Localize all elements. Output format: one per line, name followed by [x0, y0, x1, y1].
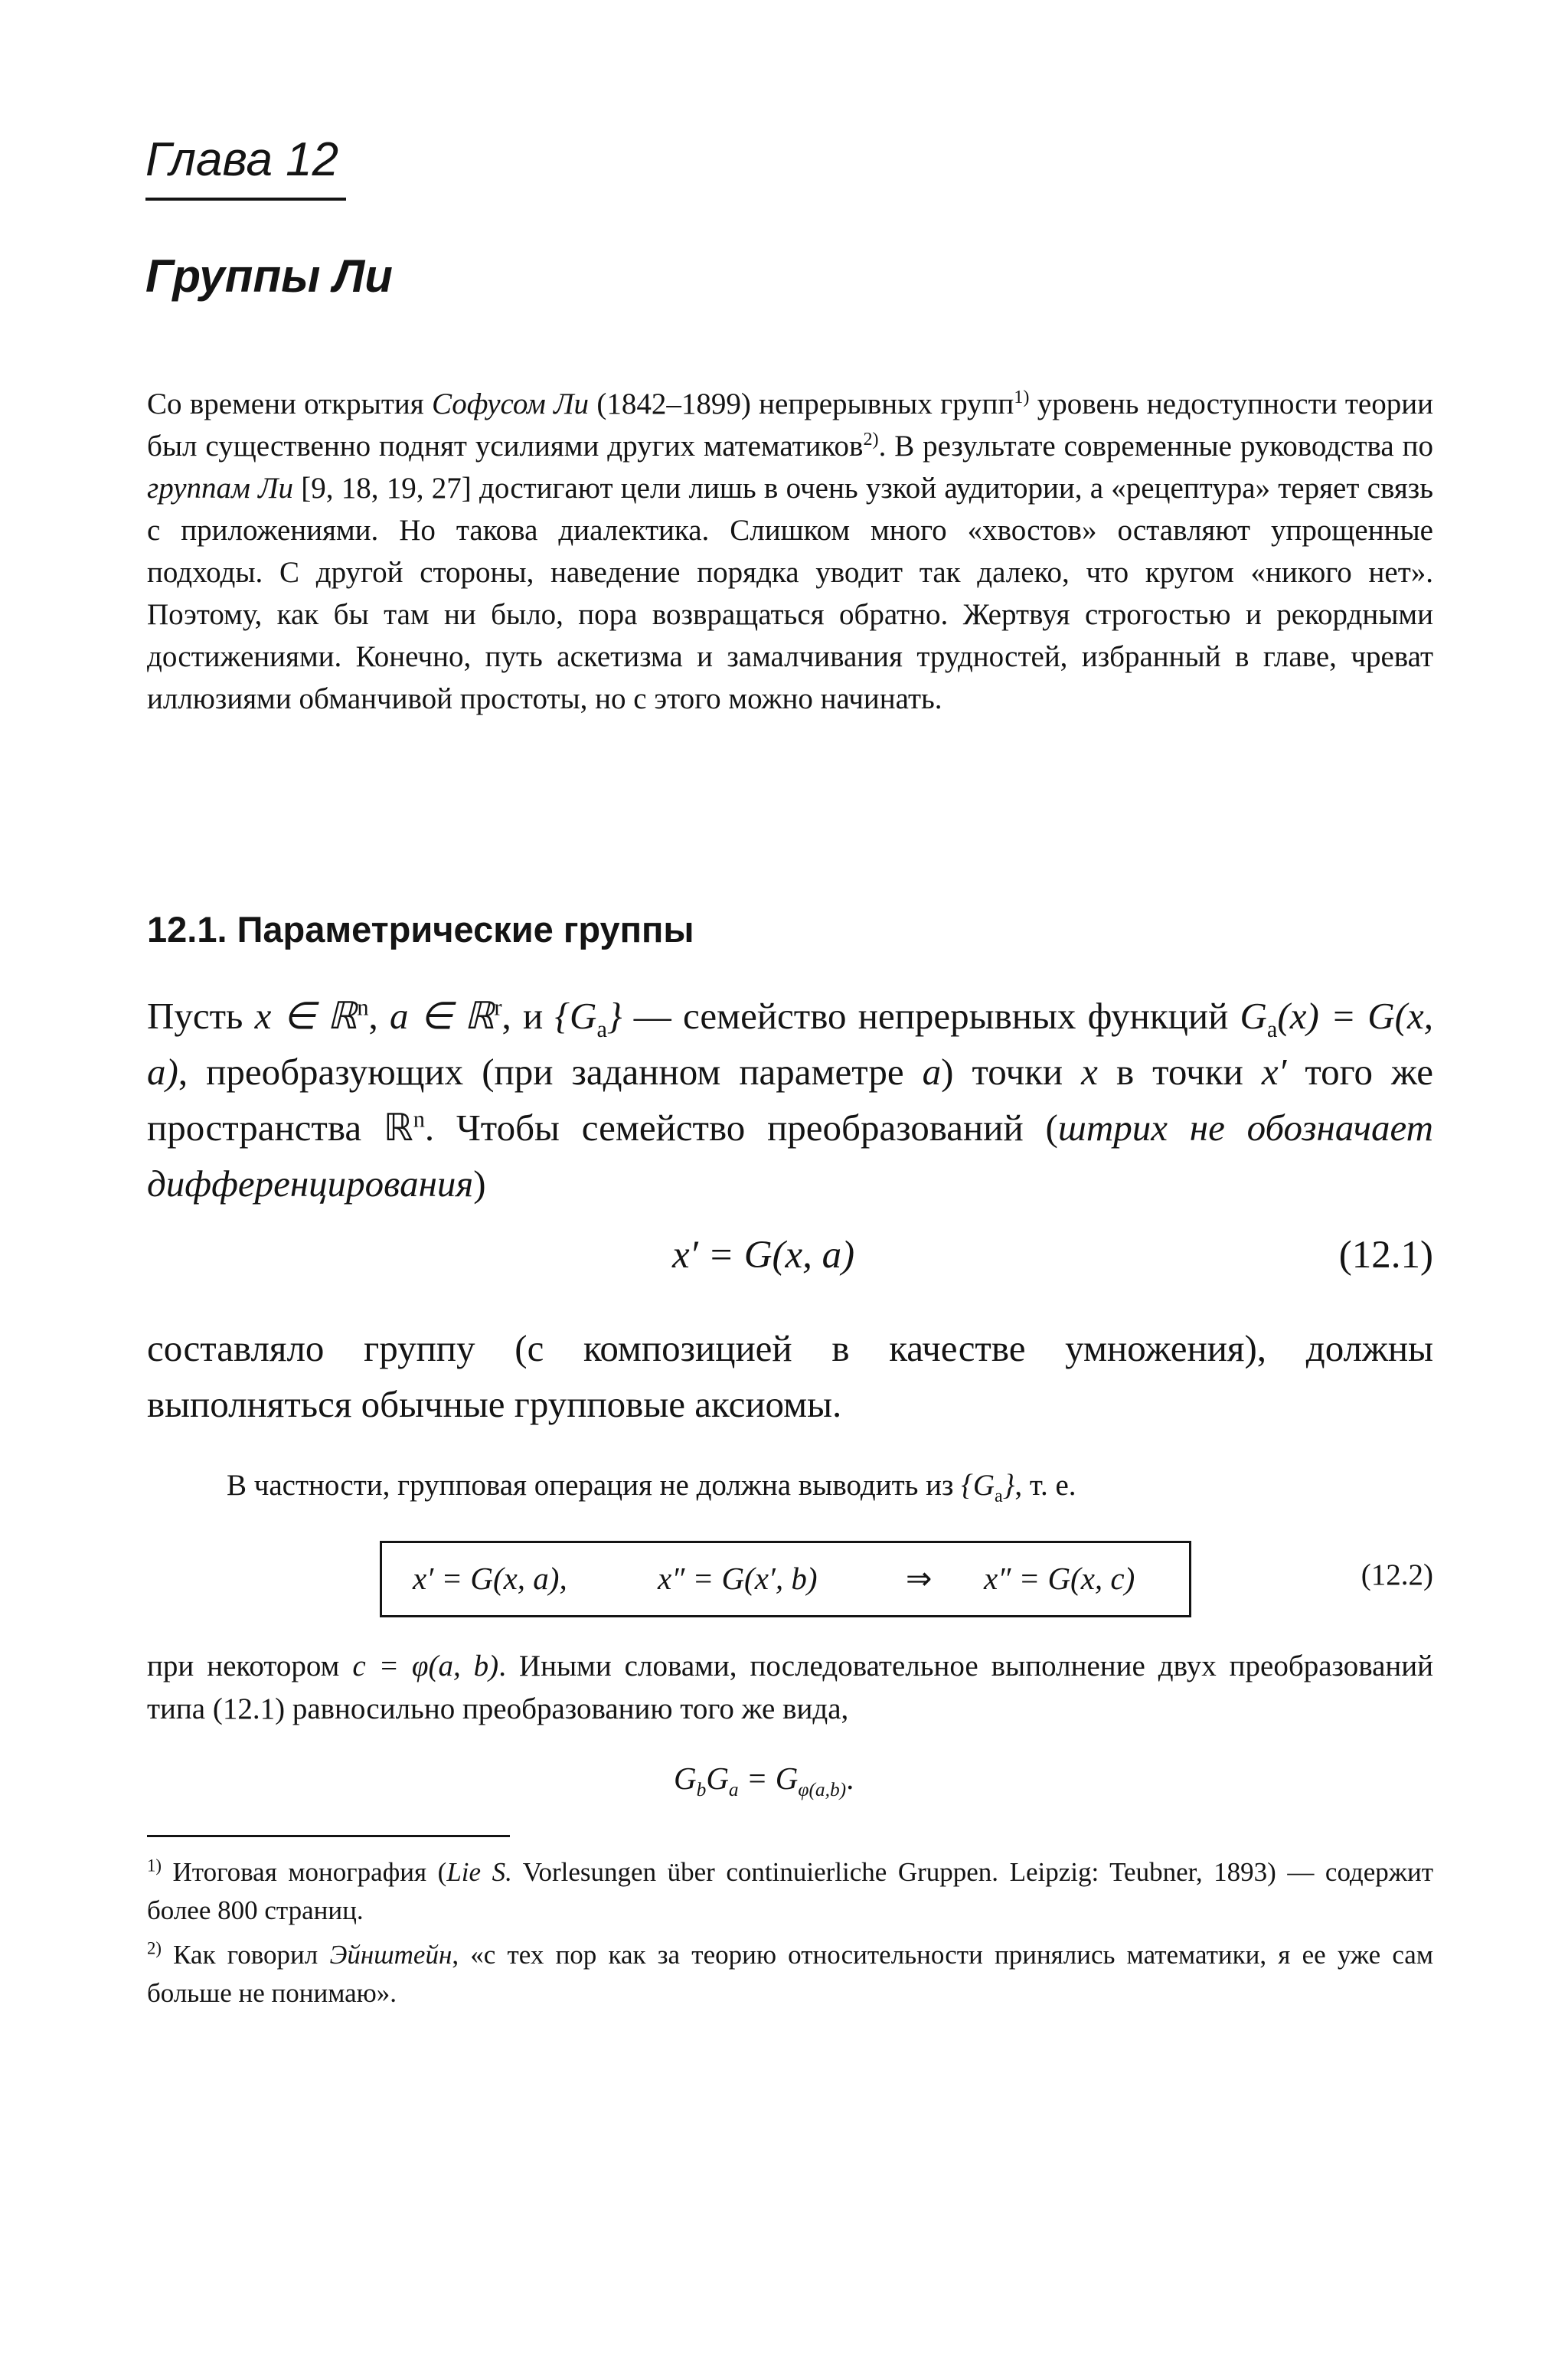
- equation-formula: x′ = G(x, a): [672, 1234, 855, 1277]
- equation-12-2-box: [380, 1541, 1191, 1617]
- text: — семейство непрерывных функций: [622, 995, 1240, 1037]
- text: ) точки: [941, 1051, 1082, 1093]
- math: G: [1240, 995, 1267, 1037]
- math: }: [1002, 1469, 1015, 1502]
- text: В частности, групповая операция не должна выводить из: [227, 1469, 962, 1502]
- math: }: [606, 995, 622, 1037]
- math: a ∈ ℝ: [389, 995, 495, 1037]
- math-sub: a: [728, 1779, 739, 1801]
- equation-number: (12.2): [1361, 1558, 1433, 1591]
- chapter-underline: [145, 198, 346, 201]
- implies-arrow-icon: ⇒: [906, 1561, 933, 1596]
- text: , и: [501, 995, 555, 1037]
- footnote-1: [147, 1853, 1433, 1930]
- text: того же пространства: [147, 1051, 1433, 1149]
- text: ,: [368, 995, 390, 1037]
- text: Как говорил: [161, 1940, 330, 1970]
- math-sup: n: [413, 1106, 425, 1133]
- math: {G: [554, 995, 597, 1037]
- paragraph-closure: [227, 1464, 1433, 1507]
- section-title: 12.1. Параметрические группы: [147, 909, 694, 950]
- text: , преобразующих (при заданном параметре: [178, 1051, 923, 1093]
- math: ℝ: [383, 1107, 413, 1149]
- author-name: Lie S.: [446, 1857, 512, 1887]
- text: Пусть: [147, 995, 255, 1037]
- math-sub: a: [1266, 1015, 1278, 1042]
- math: G: [674, 1761, 697, 1796]
- math: G: [706, 1761, 729, 1796]
- intro-name-sofus: Софусом Ли: [432, 387, 590, 420]
- text: Итоговая монография (: [161, 1857, 447, 1887]
- equation-number: (12.1): [1338, 1234, 1433, 1277]
- footnote-2: [147, 1936, 1433, 2013]
- intro-text-1: Со времени открытия: [147, 387, 433, 420]
- equation-part: x″ = G(x′, b): [658, 1561, 818, 1596]
- paragraph-composition: [147, 1645, 1433, 1731]
- math: x ∈ ℝ: [254, 995, 358, 1037]
- math-sub: b: [696, 1779, 707, 1801]
- text: , «с тех пор как за теорию относительности принялись математики, я ее уже сам больше не понимаю».: [147, 1940, 1433, 2008]
- math: c = φ(a, b): [352, 1650, 499, 1682]
- math-sub: φ(a,b): [798, 1779, 847, 1801]
- math-sup: n: [357, 994, 369, 1021]
- footnote-divider: [147, 1835, 510, 1837]
- intro-text-5: [9, 18, 19, 27] достигают цели лишь в очень узкой аудитории, а «рецептура» теряет связь с приложениями. Но такова диалектика. Слишком много «хвостов» оставляют упрощенные подходы. С другой стороны, наведение порядка уводит так далеко, что кругом «никого нет». Поэтому, как бы там ни было, пора возвращаться обратно. Жертвуя строгостью и рекордными достижениями. Конечно, путь аскетизма и замалчивания трудностей, избранный в главе, чреват иллюзиями обманчивой простоты, но с этого можно начинать.: [147, 472, 1433, 715]
- emphasis: штрих не обозначает дифференцирования: [147, 1107, 1433, 1205]
- text: . Иными словами, последовательное выполнение двух преобразований типа (12.1) равносильно преобразованию того же вида,: [147, 1650, 1434, 1725]
- math: (x) = G(x, a): [147, 995, 1433, 1093]
- math: .: [846, 1761, 854, 1796]
- text: , т. е.: [1014, 1469, 1076, 1502]
- intro-text-2: (1842–1899) непрерывных групп: [589, 387, 1014, 420]
- text: Vorlesungen über continuierliche Gruppen. Leipzig: Teubner, 1893) — содержит более 800 страниц.: [147, 1857, 1433, 1925]
- footnote-ref-2[interactable]: 2): [863, 429, 879, 450]
- text: ): [473, 1162, 486, 1205]
- math-sub: a: [596, 1015, 607, 1042]
- math: {G: [961, 1469, 995, 1502]
- intro-text-4: . В результате современные руководства по: [878, 430, 1433, 463]
- footnote-marker: 1): [147, 1856, 162, 1875]
- math-sub: a: [994, 1485, 1003, 1506]
- math: x: [1081, 1051, 1098, 1093]
- intro-text-3: уровень недоступности теории был существенно поднят усилиями других математиков: [147, 387, 1433, 463]
- chapter-title: Группы Ли: [145, 250, 393, 302]
- footnote-marker: 2): [147, 1938, 162, 1958]
- intro-term-lie-groups: группам Ли: [147, 472, 294, 505]
- paragraph-definition: [147, 988, 1433, 1212]
- text: при некотором: [147, 1650, 353, 1682]
- math: a: [922, 1051, 942, 1093]
- text: . Чтобы семейство преобразований (: [424, 1107, 1058, 1149]
- equation-part: x″ = G(x, c): [984, 1561, 1135, 1596]
- person-name: Эйнштейн: [329, 1940, 452, 1970]
- math: x′: [1261, 1051, 1287, 1093]
- equation-composition: [674, 1760, 854, 1801]
- paragraph-group-axioms: составляло группу (с композицией в качестве умножения), должны выполняться обычные групповые аксиомы.: [147, 1327, 1433, 1425]
- equation-part: x′ = G(x, a),: [413, 1561, 567, 1596]
- math: = G: [738, 1761, 799, 1796]
- footnote-ref-1[interactable]: 1): [1014, 387, 1030, 407]
- math-sup: r: [494, 994, 502, 1021]
- intro-paragraph: [147, 383, 1433, 720]
- chapter-label: Глава 12: [145, 133, 339, 186]
- text: в точки: [1097, 1051, 1262, 1093]
- equation-12-1: [147, 1233, 1433, 1291]
